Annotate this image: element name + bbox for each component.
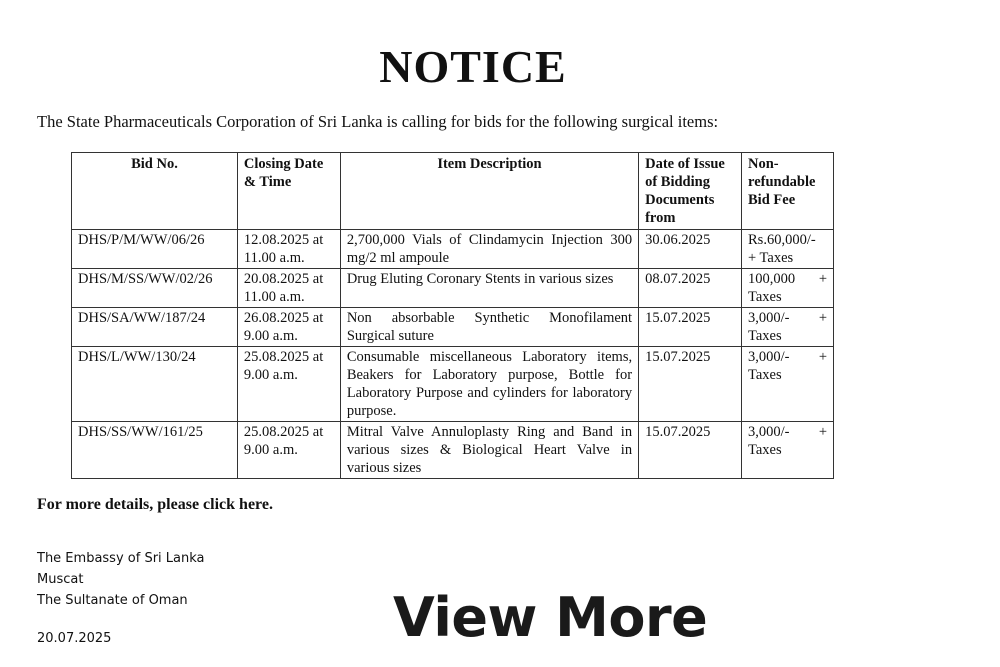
cell-fee [742, 308, 834, 347]
table-row [72, 422, 834, 479]
fee-plus: + [818, 271, 827, 287]
cell-closing: 26.08.2025 at 9.00 a.m. [237, 308, 340, 347]
fee-taxes: Taxes [748, 328, 782, 344]
fee-plus: + [818, 349, 827, 365]
fee-amount: 3,000/- [748, 310, 790, 326]
view-more-button[interactable]: View More [393, 586, 708, 649]
header-date-of-issue: Date of Issue of Bidding Documents from [639, 153, 742, 230]
cell-item: Non absorbable Synthetic Monofilament Surgical suture [340, 308, 638, 347]
cell-fee [742, 347, 834, 422]
table-header-row [72, 153, 834, 230]
cell-fee [742, 269, 834, 308]
table-row [72, 347, 834, 422]
address-line: The Embassy of Sri Lanka [37, 551, 205, 566]
embassy-address [37, 548, 205, 611]
cell-bid-no: DHS/SS/WW/161/25 [72, 422, 238, 479]
fee-amount: 3,000/- [748, 424, 790, 440]
table-row [72, 230, 834, 269]
notice-title: NOTICE [379, 41, 567, 92]
fee-amount: 100,000 [748, 271, 796, 287]
cell-bid-no: DHS/P/M/WW/06/26 [72, 230, 238, 269]
cell-issue: 08.07.2025 [639, 269, 742, 308]
intro-text: The State Pharmaceuticals Corporation of Sri Lanka is calling for bids for the following surgical items: [37, 112, 719, 131]
fee-taxes: Taxes [748, 289, 782, 305]
cell-item: Drug Eluting Coronary Stents in various sizes [340, 269, 638, 308]
table-row [72, 269, 834, 308]
fee-plus: + [818, 424, 827, 440]
cell-issue: 15.07.2025 [639, 347, 742, 422]
header-closing-date: Closing Date & Time [237, 153, 340, 230]
address-line: The Sultanate of Oman [37, 593, 188, 608]
fee-taxes: Taxes [748, 367, 782, 383]
cell-item: Mitral Valve Annuloplasty Ring and Band in various sizes & Biological Heart Valve in various sizes [340, 422, 638, 479]
cell-closing: 12.08.2025 at 11.00 a.m. [237, 230, 340, 269]
cell-issue: 15.07.2025 [639, 308, 742, 347]
cell-issue: 30.06.2025 [639, 230, 742, 269]
header-item-description: Item Description [340, 153, 638, 230]
address-line: Muscat [37, 572, 84, 587]
cell-closing: 20.08.2025 at 11.00 a.m. [237, 269, 340, 308]
fee-taxes: Taxes [748, 442, 782, 458]
cell-bid-no: DHS/L/WW/130/24 [72, 347, 238, 422]
cell-bid-no: DHS/M/SS/WW/02/26 [72, 269, 238, 308]
more-details-link[interactable]: For more details, please click here. [37, 496, 273, 513]
cell-item: 2,700,000 Vials of Clindamycin Injection 300 mg/2 ml ampoule [340, 230, 638, 269]
cell-bid-no: DHS/SA/WW/187/24 [72, 308, 238, 347]
fee-amount: Rs.60,000/- [748, 232, 816, 248]
table-row [72, 308, 834, 347]
fee-amount: 3,000/- [748, 349, 790, 365]
cell-closing: 25.08.2025 at 9.00 a.m. [237, 347, 340, 422]
cell-item: Consumable miscellaneous Laboratory items, Beakers for Laboratory purpose, Bottle for Laboratory Purpose and cylinders for laboratory purpose. [340, 347, 638, 422]
cell-fee [742, 230, 834, 269]
header-bid-no: Bid No. [72, 153, 238, 230]
cell-closing: 25.08.2025 at 9.00 a.m. [237, 422, 340, 479]
cell-issue: 15.07.2025 [639, 422, 742, 479]
fee-plus: + [818, 310, 827, 326]
cell-fee [742, 422, 834, 479]
bids-table [71, 152, 834, 479]
notice-date: 20.07.2025 [37, 631, 112, 646]
fee-taxes: + Taxes [748, 250, 794, 266]
header-bid-fee: Non-refundable Bid Fee [742, 153, 834, 230]
